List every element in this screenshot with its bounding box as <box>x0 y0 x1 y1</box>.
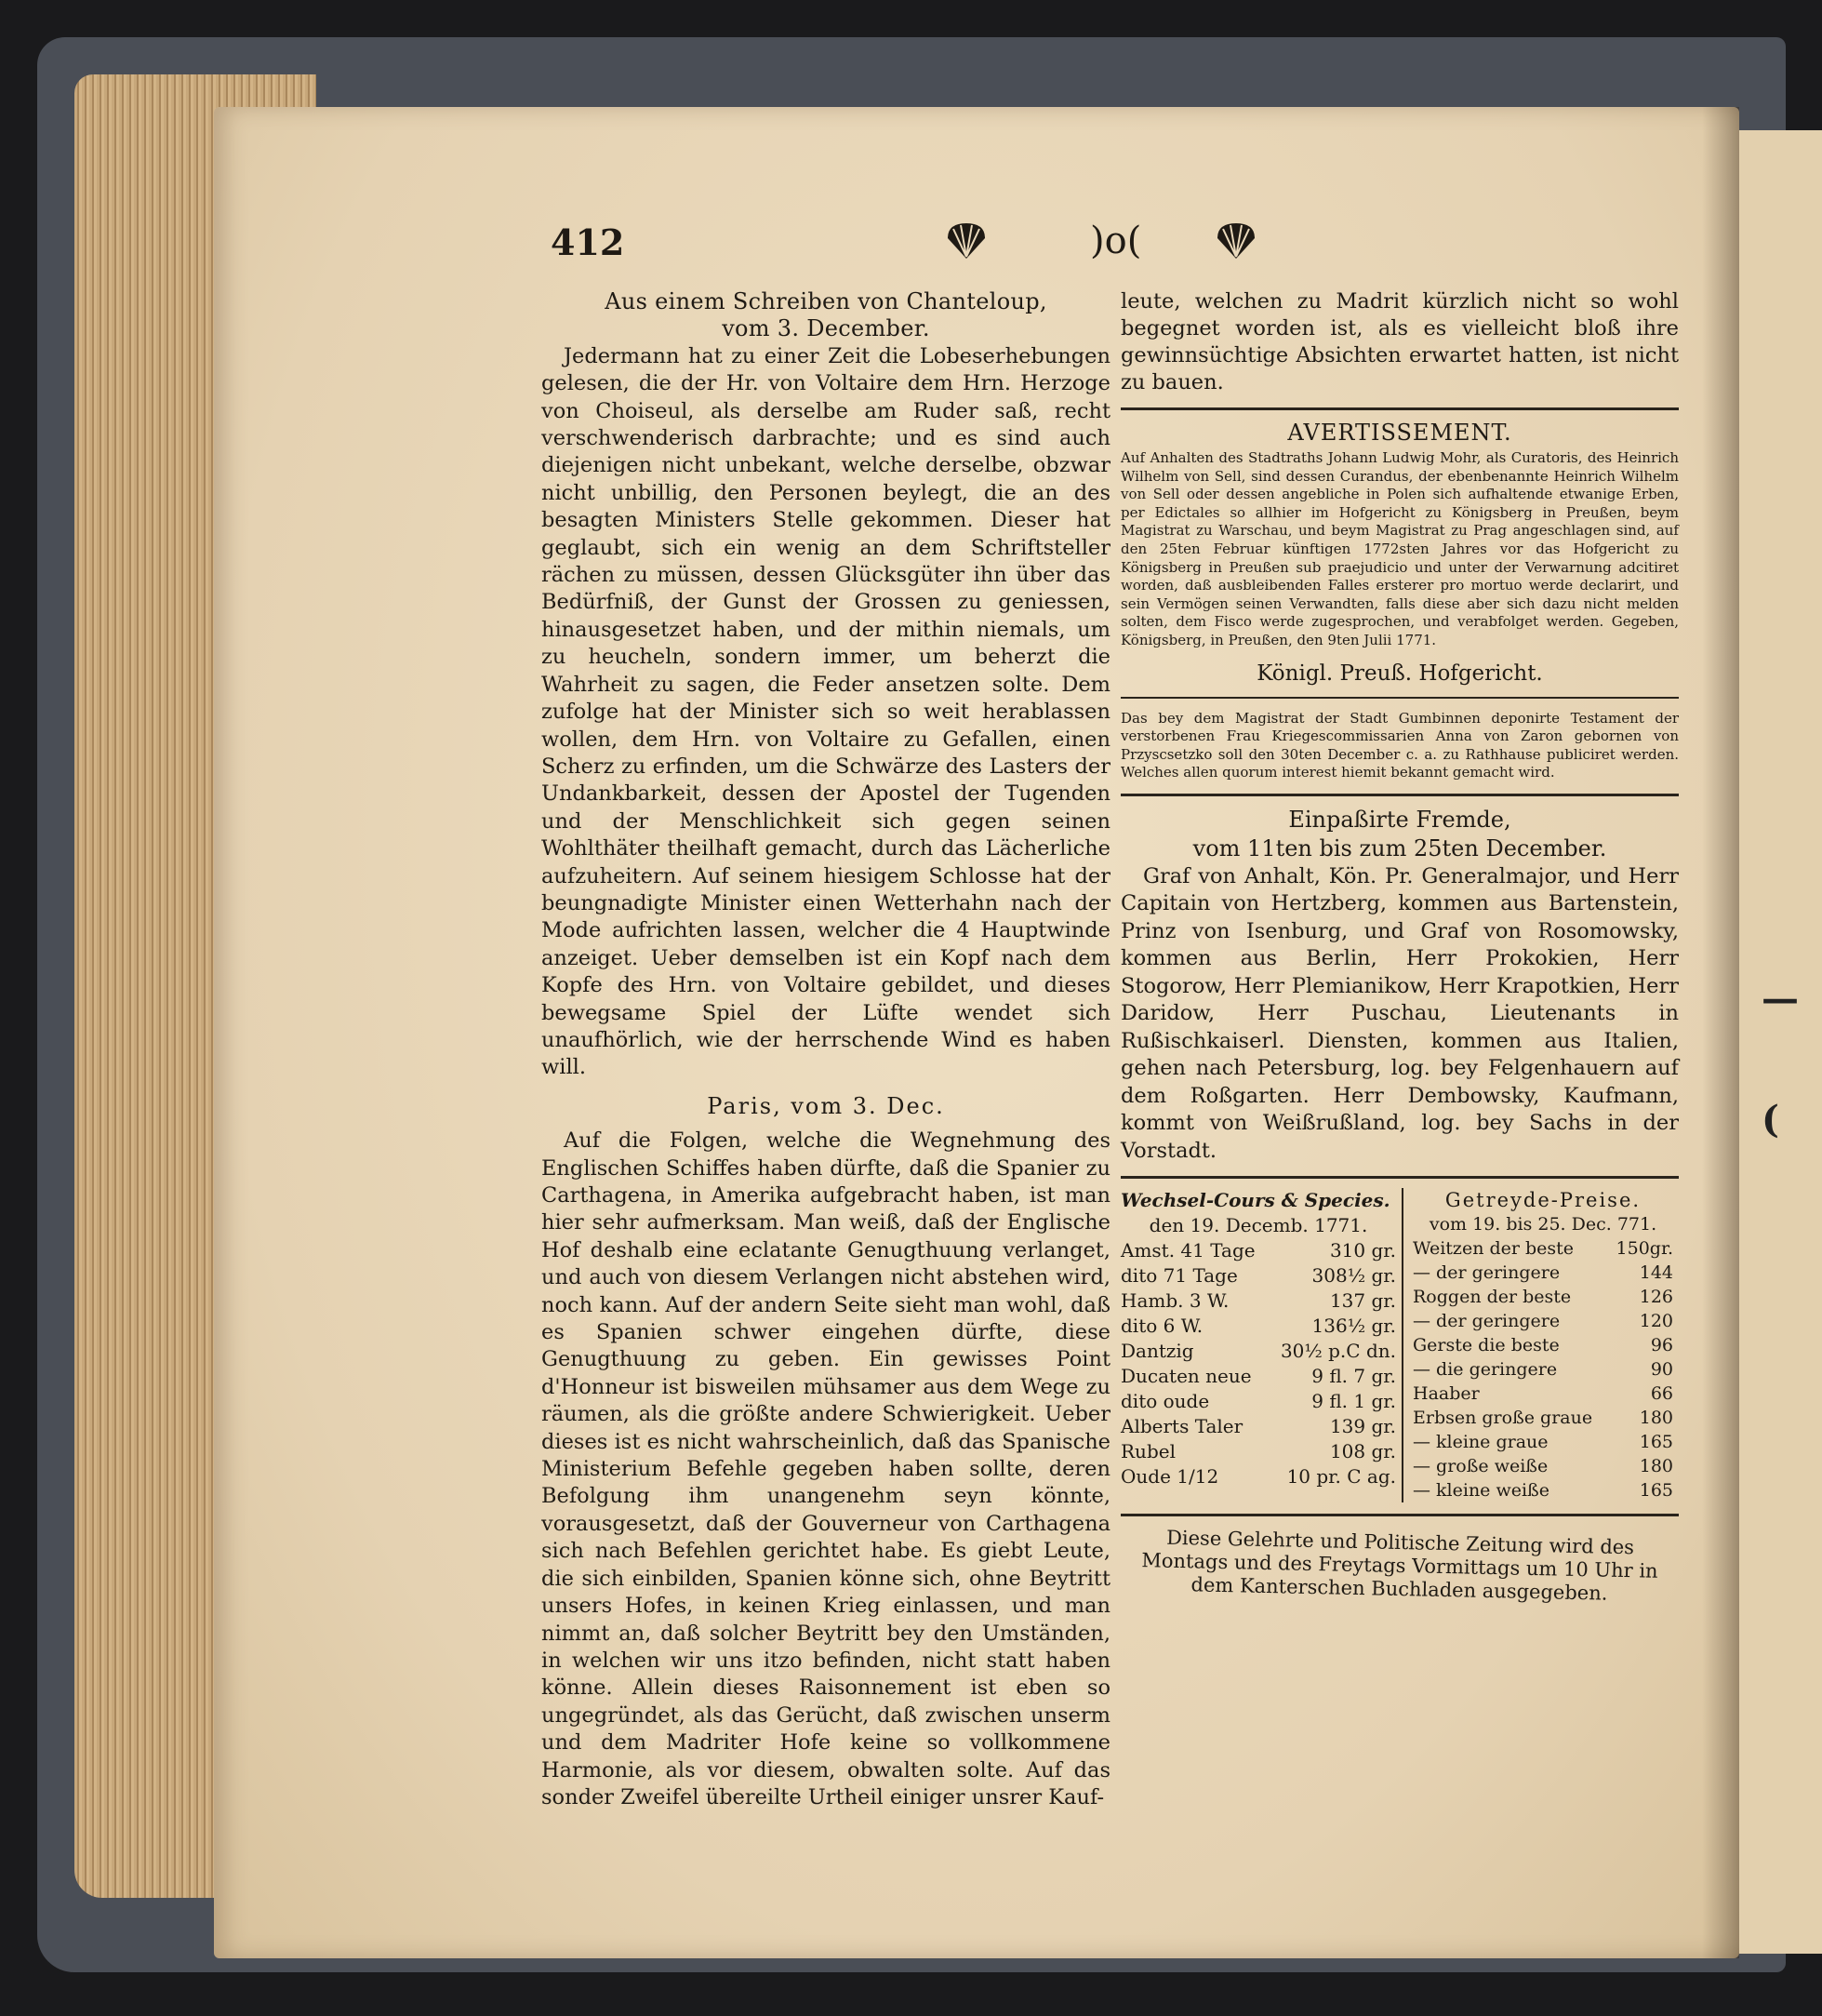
avertissement-signature: Königl. Preuß. Hofgericht. <box>1257 661 1543 686</box>
table-row: Dantzig 30½ p.C dn. <box>1121 1340 1396 1363</box>
divider <box>1121 407 1679 410</box>
table-row: Haaber 66 <box>1413 1383 1673 1405</box>
table-row: Erbsen große graue 180 <box>1413 1408 1673 1429</box>
article-title: Paris, vom 3. Dec. <box>707 1092 945 1119</box>
exchange-table <box>1121 1188 1403 1502</box>
grain-title: Getreyde-Preise. <box>1444 1189 1642 1212</box>
article-title: Aus einem Schreiben von Chanteloup, <box>605 288 1047 314</box>
shell-ornament-left-icon <box>944 221 989 260</box>
table-row: Gerste die beste 96 <box>1413 1335 1673 1356</box>
table-row: — kleine weiße 165 <box>1413 1480 1673 1502</box>
publication-note: Diese Gelehrte und Politische Zeitung wird des Montags und des Freytags Vormittags um 10 Uhr in dem Kanterschen Buchladen ausgegeben. <box>1141 1527 1658 1606</box>
price-tables <box>1121 1188 1679 1502</box>
table-row: Amst. 41 Tage 310 gr. <box>1121 1239 1396 1262</box>
exchange-date: den 19. Decemb. 1771. <box>1149 1214 1368 1237</box>
table-row: Oude 1/12 10 pr. C ag. <box>1121 1465 1396 1489</box>
fremde-dates: vom 11ten bis zum 25ten December. <box>1192 834 1607 861</box>
table-row: Alberts Taler 139 gr. <box>1121 1415 1396 1438</box>
table-row: dito oude 9 fl. 1 gr. <box>1121 1390 1396 1413</box>
article-body: Auf die Folgen, welche die Wegnehmung des Englischen Schiffes haben dürfte, daß die Spanier zu Carthagena, in Amerika aufgebracht haben, ist man hier sehr aufmerksam. Man weiß, daß der Englische Hof deshalb eine eclatante Genugthuung verlanget, und auch von diesem Verlangen nicht abstehen wird, noch kann. Auf der andern Seite sieht man wohl, daß es Spanien schwer eingehen dürfte, diese Genugthuung zu geben. Ein gewisses Point d'Honneur ist bisweilen mühsamer aus dem Wege zu räumen, als die größte andere Schwierigkeit. Ueber dieses ist es nicht wahrscheinlich, daß das Spanische Ministerium Befehle gegeben haben sollte, deren Befolgung ihm unangenehm seyn könnte, vorausgesetzt, daß der Gouverneur von Carthagena sich nach Befehlen gerichtet habe. Es giebt Leute, die sich einbilden, Spanien könne sich, ohne Beytritt unsers Hofes, in keinen Krieg einlassen, und man nimmt an, daß solcher Beytritt bey den Umständen, in welchen wir uns itzo befinden, nicht statt haben könne. Allein dieses Raisonnement ist eben so ungegründet, als das Gerücht, daß zwischen unserm und dem Madriter Hofe keine so vollkommene Harmonie, als vor diesem, obwalten solte. Auf das sonder Zweifel übereilte Urtheil einiger unsrer Kauf- <box>541 1128 1110 1809</box>
ornament-center: )o( <box>1090 220 1142 262</box>
divider <box>1121 794 1679 796</box>
fremde-body: Graf von Anhalt, Kön. Pr. Generalmajor, und Herr Capitain von Hertzberg, kommen aus Bartenstein, Prinz von Isenburg, und Graf von Rosomowsky, kommen aus Berlin, Herr Prokokien, Herr Stogorow, Herr Plemianikow, Herr Krapotkien, Herr Daridow, Herr Puschau, Lieutenants in Rußischkaiserl. Diensten, kommen aus Italien, gehen nach Petersburg, log. bey Felgenhauern auf dem Roßgarten. Herr Dembowsky, Kaufmann, kommt von Weißrußland, log. bey Sachs in der Vorstadt. <box>1121 863 1679 1163</box>
table-row: Ducaten neue 9 fl. 7 gr. <box>1121 1365 1396 1388</box>
table-row: dito 71 Tage 308½ gr. <box>1121 1264 1396 1288</box>
fremde-title: Einpaßirte Fremde, <box>1288 806 1511 833</box>
table-row: — große weiße 180 <box>1413 1456 1673 1477</box>
table-row: dito 6 W. 136½ gr. <box>1121 1315 1396 1338</box>
article-date: vom 3. December. <box>722 315 930 342</box>
facing-page-edge: — ( <box>1739 130 1822 1954</box>
grain-date: vom 19. bis 25. Dec. 771. <box>1429 1214 1657 1235</box>
table-row: — der geringere 144 <box>1413 1262 1673 1284</box>
left-column <box>541 288 1110 1811</box>
exchange-title: Wechsel-Cours & Species. <box>1121 1189 1390 1212</box>
table-row: Roggen der beste 126 <box>1413 1287 1673 1308</box>
page-number: 412 <box>551 221 625 263</box>
table-row: — kleine graue 165 <box>1413 1432 1673 1453</box>
table-row: — die geringere 90 <box>1413 1359 1673 1381</box>
divider <box>1121 1514 1679 1516</box>
right-column <box>1121 288 1679 1621</box>
grain-price-table <box>1413 1188 1673 1502</box>
table-row: Rubel 108 gr. <box>1121 1440 1396 1463</box>
divider <box>1121 697 1679 699</box>
avertissement-title: AVERTISSEMENT. <box>1287 420 1512 446</box>
table-row: Weitzen der beste 150gr. <box>1413 1238 1673 1260</box>
table-row: Hamb. 3 W. 137 gr. <box>1121 1289 1396 1313</box>
notice-body: Das bey dem Magistrat der Stadt Gumbinnen deponirte Testament der verstorbenen Frau Kriegescommissarien Anna von Zaron gebornen von Przyscsetzko soll den 30ten December c. a. zu Rathhause publiciret werden. Welches allen quorum interest hiemit bekannt gemacht wird. <box>1121 709 1679 781</box>
avertissement-body: Auf Anhalten des Stadtraths Johann Ludwig Mohr, als Curatoris, des Heinrich Wilhelm von Sell, sind dessen Curandus, der ebenbenannte Heinrich Wilhelm von Sell oder dessen angebliche in Polen sich aufhaltende etwanige Erben, per Edictales so allhier im Hofgericht zu Königsberg in Preußen, beym Magistrat zu Warschau, und beym Magistrat zu Prag angeschlagen sind, auf den 25ten Februar künftigen 1772sten Jahres vor das Hofgericht zu Königsberg in Preußen sub praejudicio und unter der Verwarnung adcitiret worden, daß ausbleibenden Falles ersterer pro mortuo werde declarirt, und sein Vermögen seinen Verwandten, falls diese aber sich dazu nicht melden solten, dem Fisco werde zugesprochen, und verabfolget werden. Gegeben, Königsberg, in Preußen, den 9ten Julii 1771. <box>1121 449 1679 648</box>
shell-ornament-right-icon <box>1214 221 1258 260</box>
article-continuation: leute, welchen zu Madrit kürzlich nicht so wohl begegnet worden ist, als es vielleicht bloß ihre gewinnsüchtige Absichten erwartet hatten, ist nicht zu bauen. <box>1121 289 1679 394</box>
table-row: — der geringere 120 <box>1413 1311 1673 1332</box>
article-body: Jedermann hat zu einer Zeit die Lobeserhebungen gelesen, die der Hr. von Voltaire dem Hrn. Herzoge von Choiseul, als derselbe am Ruder saß, recht verschwenderisch darbrachte; und es sind auch diejenigen nicht unbekant, welche derselbe, obzwar nicht unbillig, den Personen beylegt, die an des besagten Ministers Stelle gekommen. Dieser hat geglaubt, sich ein wenig an dem Schriftsteller rächen zu müssen, dessen Glücksgüter ihn über das Bedürfniß, der Gunst der Grossen zu geniessen, hinausgesetzet haben, und der mithin niemals, um zu heucheln, sondern immer, um beherzt die Wahrheit zu sagen, die Feder ansetzen solte. Dem zufolge hat der Minister sich so weit herablassen wollen, dem Hrn. von Voltaire zu Gefallen, einen Scherz zu erfinden, um die Schwärze des Lasters der Undankbarkeit, dessen der Apostel der Tugenden und der Menschlichkeit sich gegen seinen Wohlthäter theilhaft gemacht, durch das Lächerliche aufzuheitern. Auf seinem hiesigem Schlosse hat der beungnadigte Minister einen Wetterhahn nach der Mode aufrichten lassen, welcher die 4 Hauptwinde anzeiget. Ueber demselben ist ein Kopf nach dem Kopfe des Hrn. von Voltaire gebildet, und dieses bewegsame Spiel der Lüfte wendet sich unaufhörlich, wie der herrschende Wind es haben will. <box>541 343 1110 1080</box>
divider <box>1121 1176 1679 1179</box>
